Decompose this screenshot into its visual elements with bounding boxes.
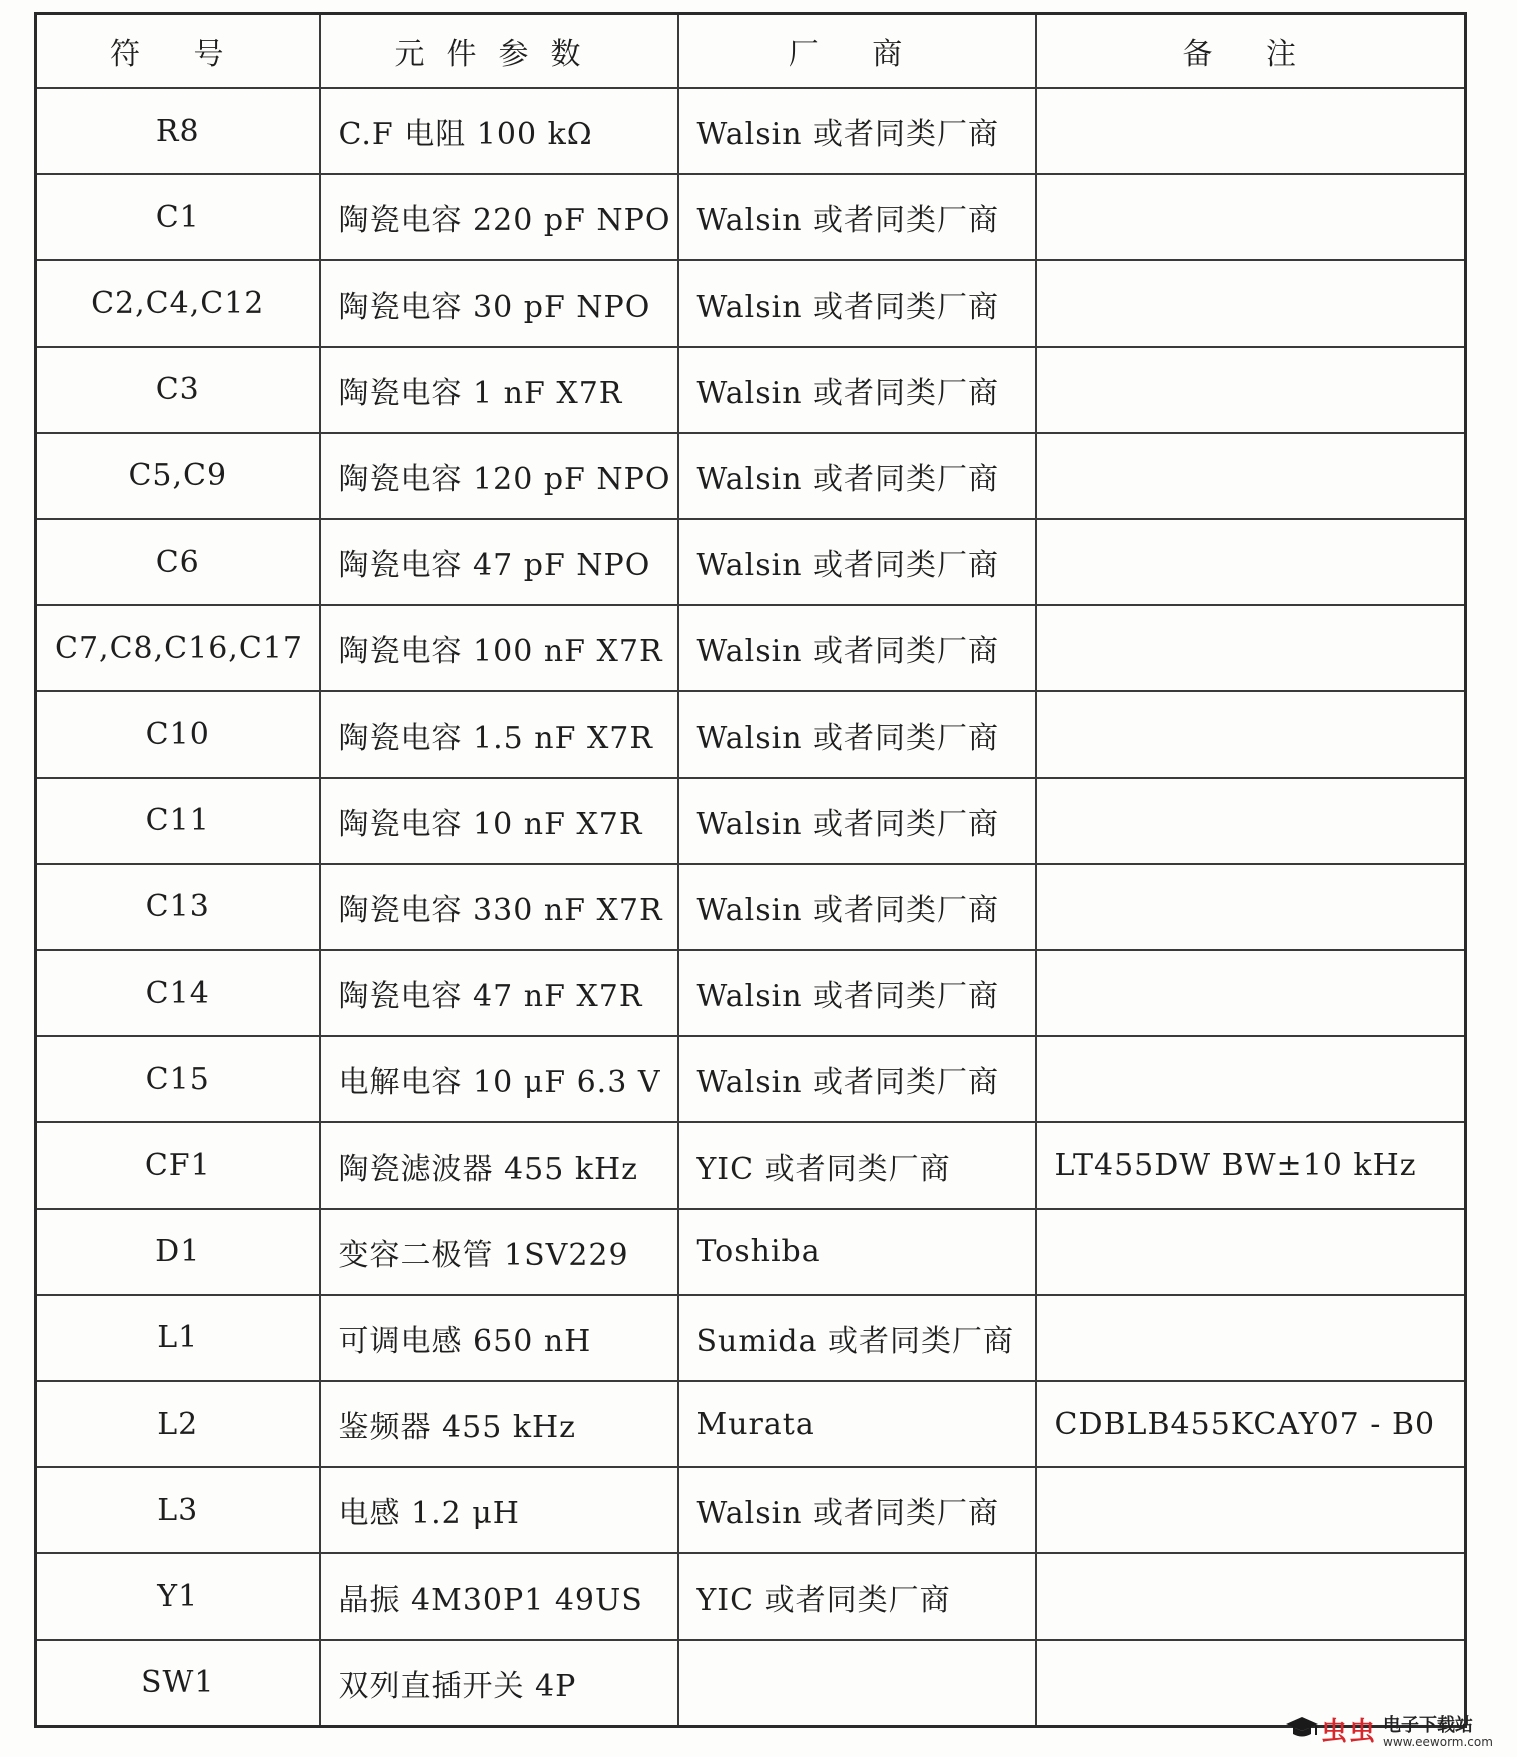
cell-maker: Walsin 或者同类厂商 xyxy=(678,174,1036,260)
cell-params: 晶振 4M30P1 49US xyxy=(320,1553,678,1639)
cell-symbol: C3 xyxy=(36,347,320,433)
cell-params: 电解电容 10 μF 6.3 V xyxy=(320,1036,678,1122)
cell-symbol: C15 xyxy=(36,1036,320,1122)
cell-params: 陶瓷电容 330 nF X7R xyxy=(320,864,678,950)
cell-note: LT455DW BW±10 kHz xyxy=(1036,1122,1466,1208)
table-row xyxy=(36,1381,1466,1467)
cell-note xyxy=(1036,605,1466,691)
cell-params: 可调电感 650 nH xyxy=(320,1295,678,1381)
cell-params: 陶瓷滤波器 455 kHz xyxy=(320,1122,678,1208)
cell-note: CDBLB455KCAY07 - B0 xyxy=(1036,1381,1466,1467)
cell-symbol: C13 xyxy=(36,864,320,950)
table-row xyxy=(36,1036,1466,1122)
watermark-url: www.eeworm.com xyxy=(1383,1735,1493,1749)
cell-symbol: C1 xyxy=(36,174,320,260)
graduation-cap-icon xyxy=(1283,1713,1321,1743)
cell-maker: Toshiba xyxy=(678,1209,1036,1295)
cell-note xyxy=(1036,864,1466,950)
cell-maker: YIC 或者同类厂商 xyxy=(678,1122,1036,1208)
cell-note xyxy=(1036,260,1466,346)
cell-symbol: R8 xyxy=(36,88,320,174)
table-row xyxy=(36,1553,1466,1639)
table-row xyxy=(36,1295,1466,1381)
cell-note xyxy=(1036,1036,1466,1122)
table-row xyxy=(36,519,1466,605)
cell-params: C.F 电阻 100 kΩ xyxy=(320,88,678,174)
cell-symbol: C14 xyxy=(36,950,320,1036)
cell-params: 双列直插开关 4P xyxy=(320,1640,678,1727)
table-row xyxy=(36,1122,1466,1208)
cell-params: 电感 1.2 μH xyxy=(320,1467,678,1553)
cell-params: 陶瓷电容 100 nF X7R xyxy=(320,605,678,691)
cell-note xyxy=(1036,1295,1466,1381)
cell-symbol: C6 xyxy=(36,519,320,605)
cell-maker: Walsin 或者同类厂商 xyxy=(678,519,1036,605)
cell-params: 鉴频器 455 kHz xyxy=(320,1381,678,1467)
cell-note xyxy=(1036,950,1466,1036)
cell-note xyxy=(1036,433,1466,519)
cell-maker: Walsin 或者同类厂商 xyxy=(678,260,1036,346)
table-row xyxy=(36,347,1466,433)
cell-params: 陶瓷电容 1.5 nF X7R xyxy=(320,691,678,777)
cell-maker: Walsin 或者同类厂商 xyxy=(678,778,1036,864)
cell-maker: Walsin 或者同类厂商 xyxy=(678,950,1036,1036)
table-body xyxy=(36,88,1466,1727)
cell-symbol: Y1 xyxy=(36,1553,320,1639)
table-row xyxy=(36,1209,1466,1295)
cell-symbol: L2 xyxy=(36,1381,320,1467)
cell-symbol: D1 xyxy=(36,1209,320,1295)
cell-params: 陶瓷电容 10 nF X7R xyxy=(320,778,678,864)
table-row xyxy=(36,691,1466,777)
header-row xyxy=(36,14,1466,89)
cell-maker: Sumida 或者同类厂商 xyxy=(678,1295,1036,1381)
cell-maker: YIC 或者同类厂商 xyxy=(678,1553,1036,1639)
site-watermark xyxy=(1283,1711,1503,1753)
cell-params: 陶瓷电容 47 pF NPO xyxy=(320,519,678,605)
table-row xyxy=(36,778,1466,864)
cell-note xyxy=(1036,174,1466,260)
cell-symbol: C7,C8,C16,C17 xyxy=(36,605,320,691)
header-maker: 厂 商 xyxy=(678,14,1036,89)
cell-maker: Murata xyxy=(678,1381,1036,1467)
cell-maker xyxy=(678,1640,1036,1727)
cell-maker: Walsin 或者同类厂商 xyxy=(678,864,1036,950)
cell-maker: Walsin 或者同类厂商 xyxy=(678,433,1036,519)
cell-note xyxy=(1036,347,1466,433)
header-note: 备 注 xyxy=(1036,14,1466,89)
cell-symbol: SW1 xyxy=(36,1640,320,1727)
cell-note xyxy=(1036,778,1466,864)
table-row xyxy=(36,88,1466,174)
table-row xyxy=(36,433,1466,519)
cell-params: 陶瓷电容 30 pF NPO xyxy=(320,260,678,346)
watermark-logo: 虫虫 xyxy=(1321,1717,1378,1747)
cell-params: 陶瓷电容 1 nF X7R xyxy=(320,347,678,433)
cell-params: 陶瓷电容 47 nF X7R xyxy=(320,950,678,1036)
cell-symbol: C2,C4,C12 xyxy=(36,260,320,346)
table-row xyxy=(36,174,1466,260)
header-params: 元件参数 xyxy=(320,14,678,89)
cell-symbol: C10 xyxy=(36,691,320,777)
table-row xyxy=(36,605,1466,691)
cell-symbol: L1 xyxy=(36,1295,320,1381)
cell-params: 变容二极管 1SV229 xyxy=(320,1209,678,1295)
cell-symbol: C11 xyxy=(36,778,320,864)
cell-note xyxy=(1036,1553,1466,1639)
table-row xyxy=(36,864,1466,950)
table-row xyxy=(36,260,1466,346)
cell-symbol: C5,C9 xyxy=(36,433,320,519)
parts-table xyxy=(34,12,1467,1728)
cell-symbol: CF1 xyxy=(36,1122,320,1208)
cell-note xyxy=(1036,691,1466,777)
cell-params: 陶瓷电容 220 pF NPO xyxy=(320,174,678,260)
cell-maker: Walsin 或者同类厂商 xyxy=(678,1036,1036,1122)
cell-maker: Walsin 或者同类厂商 xyxy=(678,605,1036,691)
table-row xyxy=(36,1467,1466,1553)
cell-note xyxy=(1036,1209,1466,1295)
table-row xyxy=(36,950,1466,1036)
watermark-site-name: 电子下载站 xyxy=(1383,1715,1473,1736)
table-header xyxy=(36,14,1466,89)
cell-symbol: L3 xyxy=(36,1467,320,1553)
header-symbol: 符 号 xyxy=(36,14,320,89)
cell-note xyxy=(1036,519,1466,605)
cell-maker: Walsin 或者同类厂商 xyxy=(678,691,1036,777)
cell-maker: Walsin 或者同类厂商 xyxy=(678,1467,1036,1553)
cell-maker: Walsin 或者同类厂商 xyxy=(678,88,1036,174)
cell-note xyxy=(1036,88,1466,174)
table-row xyxy=(36,1640,1466,1727)
cell-note xyxy=(1036,1467,1466,1553)
cell-maker: Walsin 或者同类厂商 xyxy=(678,347,1036,433)
cell-params: 陶瓷电容 120 pF NPO xyxy=(320,433,678,519)
